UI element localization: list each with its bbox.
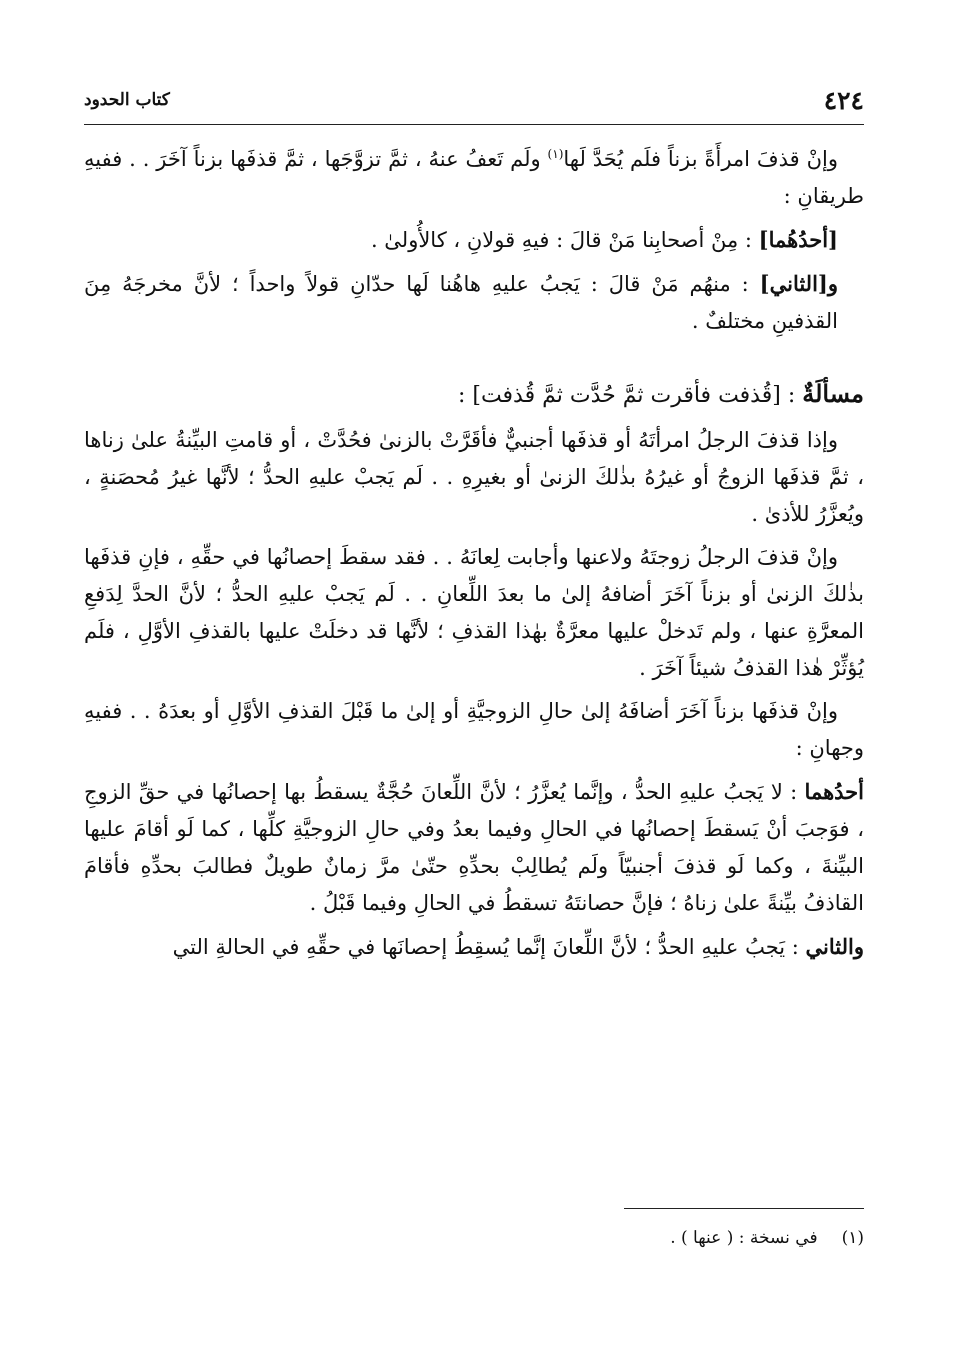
- paragraph-lead: [أحدُهُما]: [758, 227, 838, 252]
- footnote-text: في نسخة : ( عنها ) .: [670, 1228, 818, 1248]
- paragraph: أحدُهما : لا يَجبُ عليهِ الحدُّ ، وإنَّما يُعزَّرُ ؛ لأنَّ اللِّعانَ حُجَّةٌ يسقطُ بها إحصانُها في حقِّ الزوجِ ، فوَجبَ أنْ يَسقطَ إحصانُها في الحالِ وفيما بعدُ وفي حالِ الزوجيَّةِ كلِّها ، كما لَو أقامَ عليها البيِّنةَ ، وكما لَو قذفَ أجنبيّاً ولَم يُطالِبْ بحدِّهِ حتّىٰ مرَّ زمانٌ طويلٌ فطالبَ بحدِّهِ فأقامَ القاذفُ بيِّنةً علىٰ زناهُ ؛ فإنَّ حصانتَهُ تسقطُ في الحالِ وفيما قَبْلُ .: [84, 779, 864, 915]
- running-title: كتاب الحدود: [84, 90, 170, 110]
- paragraph: وإنْ قذفَها بزناً آخَرَ أضافَهُ إلىٰ حالِ الزوجيَّةِ أو إلىٰ ما قَبْلَ القذفِ الأوَّلِ أو بعدَهُ . . ففيهِ وجهانِ :: [84, 699, 864, 760]
- paragraph: وإنْ قذفَ امرأَةً بزناً فلَم يُحَدَّ لَها$^{(١)}$ ولَم تَعفُ عنهُ ، ثمَّ تزوَّجَها ، ثمَّ قذفَها بزناً آخَرَ . . ففيهِ طريقانِ :: [84, 147, 864, 208]
- footnote-divider: [624, 1208, 864, 1209]
- body-text: [84, 136, 864, 972]
- paragraph-lead: أحدُهما: [804, 779, 864, 804]
- paragraph-lead: والثاني: [805, 934, 864, 959]
- section-label: مسألَةٌ: [802, 379, 864, 408]
- page: [84, 84, 864, 1304]
- paragraph: و[الثاني] : منهُم مَنْ قالَ : يَجبُ عليهِ هاهُنا لَها حدّانِ قولاً واحداً ؛ لأنَّ مخرجَهُ مِنَ القذفينِ مختلفٌ .: [84, 271, 838, 333]
- paragraph: [أحدُهُما] : مِنْ أصحابِنا مَنْ قالَ : فيهِ قولانِ ، كالأُولىٰ .: [370, 227, 838, 252]
- footnote: [670, 1228, 864, 1248]
- paragraph: وإذا قذفَ الرجلُ امرأتَهُ أو قذفَها أجنبيٌّ فأقَرَّتْ بالزنىٰ فحُدَّتْ ، أو قامتِ البيِّنةُ علىٰ زناها ، ثمَّ قذفَها الزوجُ أو غيرُهُ بذٰلكَ الزنىٰ أو بغيرِهِ . . لَم يَجبْ عليهِ الحدُّ ؛ لأنَّها غيرُ مُحصَنةٍ ، ويُعزَّرُ للأذىٰ .: [84, 428, 864, 526]
- footnote-marker: (١): [547, 147, 564, 161]
- page-number: ٤٢٤: [823, 86, 864, 115]
- paragraph-lead: و[الثاني]: [759, 271, 838, 296]
- paragraph: والثاني : يَجبُ عليهِ الحدُّ ؛ لأنَّ اللِّعانَ إنَّما يُسقِطُ إحصانَها في حقِّهِ في الحالةِ التي: [172, 934, 864, 959]
- paragraph: وإنْ قذفَ الرجلُ زوجتَهُ ولاعنها وأجابت لِعانَهُ . . فقد سقطَ إحصانُها في حقِّهِ ، فإنِ قذفَها بذٰلكَ الزنىٰ أو بزناً آخَرَ أضافهُ إلىٰ ما بعدَ اللِّعانِ . . لَم يَجبْ عليهِ الحدُّ ؛ لأنَّ الحدَّ لِدَفعِ المعرَّةِ عنها ، ولم تَدخلْ عليها معرَّةٌ بهٰذا القذفِ ؛ لأنَّها قد دخلَتْ عليها بالقذفِ الأوَّلِ ، فلَم يُؤثِّرْ هٰذا القذفُ شيئاً آخَرَ .: [84, 545, 864, 680]
- footnote-number: (١): [841, 1228, 864, 1248]
- page-header: [84, 84, 864, 125]
- section-heading: [84, 374, 864, 416]
- section-title: : [قُذفت فأقرت ثمَّ حُدَّت ثمَّ قُذفت] :: [457, 383, 803, 408]
